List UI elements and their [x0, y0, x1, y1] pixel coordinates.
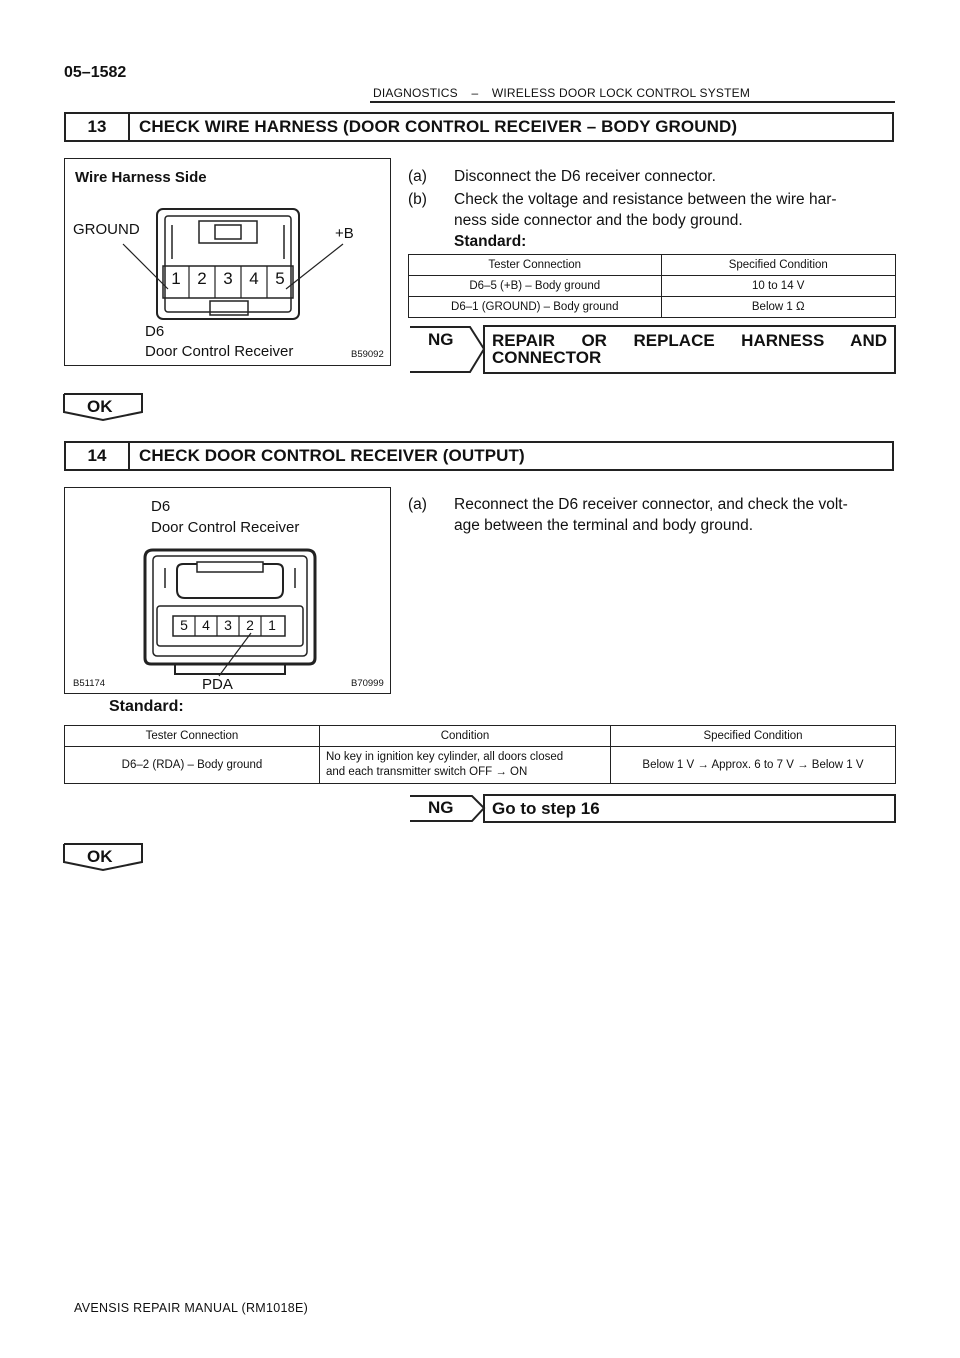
- spec-table-14: [64, 725, 896, 784]
- ng-message: [483, 325, 896, 374]
- figure-code: B59092: [351, 349, 384, 360]
- page-number: 05–1582: [64, 64, 127, 81]
- table-row: [409, 297, 896, 318]
- plus-b-label: +B: [335, 225, 354, 242]
- instruction-a: (a) Disconnect the D6 receiver connector.: [408, 168, 716, 185]
- ground-label: GROUND: [73, 221, 140, 238]
- table-header: Specified Condition: [611, 726, 896, 747]
- ng-message: Go to step 16: [483, 794, 896, 823]
- step-13-header: [64, 112, 894, 142]
- ng-label: NG: [428, 330, 454, 349]
- table-header: Condition: [320, 726, 611, 747]
- ng-result-14: [408, 794, 896, 823]
- step-13-number: 13: [66, 114, 130, 140]
- breadcrumb-section: DIAGNOSTICS: [373, 86, 458, 100]
- table-header-row: [65, 726, 896, 747]
- pin-label: 1: [171, 269, 181, 288]
- breadcrumb-subsection: WIRELESS DOOR LOCK CONTROL SYSTEM: [491, 86, 751, 100]
- connector-id: D6: [145, 323, 165, 340]
- table-cell-condition: [320, 747, 611, 784]
- pin-row: [163, 269, 293, 289]
- table-row: [409, 276, 896, 297]
- condition-line: No key in ignition key cylinder, all doors closed: [326, 751, 564, 763]
- table-header: Tester Connection: [65, 726, 320, 747]
- ng-result-13: [408, 325, 896, 374]
- spec-table-13: [408, 254, 896, 318]
- instruction-b: (b) Check the voltage and resistance between the wire har-: [408, 191, 837, 208]
- step-14-title: CHECK DOOR CONTROL RECEIVER (OUTPUT): [139, 446, 525, 465]
- step-13-instructions: [408, 166, 896, 252]
- figure-code-right: B70999: [351, 678, 384, 689]
- instruction-a-cont: age between the terminal and body ground.: [454, 517, 754, 534]
- breadcrumb: [370, 86, 895, 100]
- table-row: [65, 747, 896, 784]
- pin-row: [173, 617, 285, 633]
- step-14-header: [64, 441, 894, 471]
- step-14-instructions: [408, 494, 896, 536]
- pda-label: PDA: [202, 676, 233, 693]
- pin-label: 4: [202, 617, 210, 633]
- figure-code-left: B51174: [73, 678, 106, 689]
- table-cell: D6–5 (+B) – Body ground: [409, 276, 662, 297]
- step-14-number: 14: [66, 443, 130, 469]
- pin-label: 3: [224, 617, 232, 633]
- connector-diagram: [65, 159, 389, 364]
- footer: AVENSIS REPAIR MANUAL (RM1018E): [74, 1301, 309, 1315]
- figure-caption: Wire Harness Side: [75, 169, 207, 186]
- pin-label: 4: [249, 269, 259, 288]
- step-13-title: CHECK WIRE HARNESS (DOOR CONTROL RECEIVER – BODY GROUND): [139, 117, 738, 136]
- table-header: Specified Condition: [661, 255, 896, 276]
- table-cell: Below 1 Ω: [661, 297, 896, 318]
- connector-name: Door Control Receiver: [145, 343, 294, 360]
- table-header-row: [409, 255, 896, 276]
- figure-door-control-receiver: [64, 487, 391, 694]
- pin-label: 2: [246, 617, 254, 633]
- breadcrumb-separator: –: [471, 86, 479, 100]
- ok-label-13: OK: [87, 397, 113, 416]
- table-cell: D6–1 (GROUND) – Body ground: [409, 297, 662, 318]
- connector-id: D6: [151, 498, 171, 515]
- ng-label: NG: [428, 798, 454, 817]
- ok-label-14: OK: [87, 847, 113, 866]
- table-cell: Below 1 V → Approx. 6 to 7 V → Below 1 V: [611, 747, 896, 784]
- standard-label-14: Standard:: [109, 698, 184, 715]
- header-rule: [370, 101, 895, 103]
- pin-label: 1: [268, 617, 276, 633]
- pin-label: 3: [223, 269, 233, 288]
- pin-label: 5: [275, 269, 285, 288]
- ng-message-line: REPAIR OR REPLACE HARNESS AND: [492, 331, 887, 350]
- connector-name: Door Control Receiver: [151, 519, 300, 536]
- condition-line: and each transmitter switch OFF → ON: [326, 766, 528, 778]
- figure-wire-harness-side: [64, 158, 391, 366]
- pin-label: 2: [197, 269, 207, 288]
- pin-label: 5: [180, 617, 188, 633]
- instruction-b-cont: ness side connector and the body ground.: [454, 212, 743, 229]
- instruction-a: (a) Reconnect the D6 receiver connector, and check the volt-: [408, 496, 848, 513]
- table-cell: 10 to 14 V: [661, 276, 896, 297]
- ng-message-line: CONNECTOR: [492, 348, 602, 367]
- table-cell: D6–2 (RDA) – Body ground: [65, 747, 320, 784]
- standard-label: Standard:: [454, 233, 527, 250]
- table-header: Tester Connection: [409, 255, 662, 276]
